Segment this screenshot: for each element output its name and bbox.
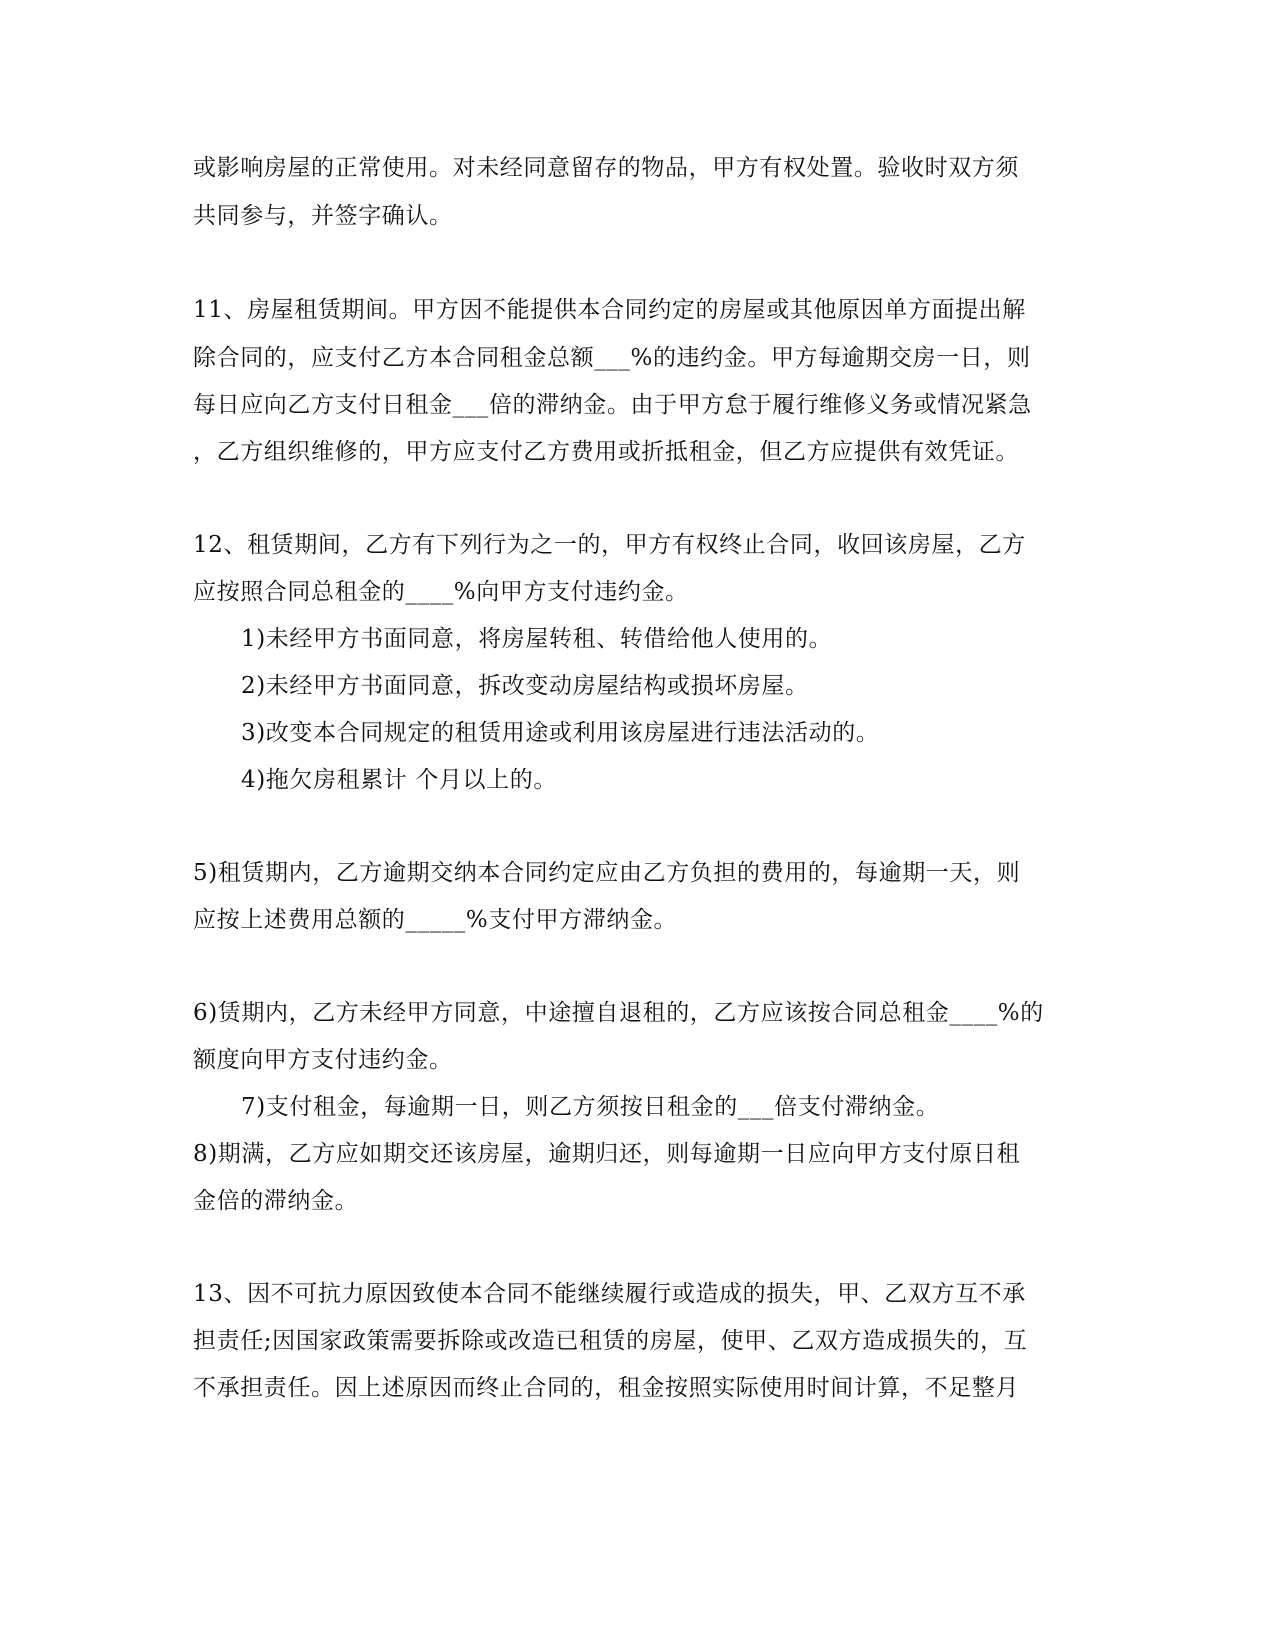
paragraph-line: 或影响房屋的正常使用。对未经同意留存的物品，甲方有权处置。验收时双方须 xyxy=(193,155,1019,181)
clause-12-item-1: 1)未经甲方书面同意，将房屋转租、转借给他人使用的。 xyxy=(241,626,833,652)
clause-12-line: 12、租赁期间，乙方有下列行为之一的，甲方有权终止合同，收回该房屋，乙方 xyxy=(193,532,1026,558)
clause-12-item-6: 额度向甲方支付违约金。 xyxy=(193,1047,453,1073)
clause-12-item-3: 3)改变本合同规定的租赁用途或利用该房屋进行违法活动的。 xyxy=(241,720,880,746)
clause-11-line: 11、房屋租赁期间。甲方因不能提供本合同约定的房屋或其他原因单方面提出解 xyxy=(193,297,1026,323)
clause-12-item-2: 2)未经甲方书面同意，拆改变动房屋结构或损坏房屋。 xyxy=(241,673,809,699)
clause-13-line: 13、因不可抗力原因致使本合同不能继续履行或造成的损失，甲、乙双方互不承 xyxy=(193,1281,1026,1307)
clause-12-line: 应按照合同总租金的____%向甲方支付违约金。 xyxy=(193,579,689,605)
clause-11-line: 每日应向乙方支付日租金___倍的滞纳金。由于甲方怠于履行维修义务或情况紧急 xyxy=(193,392,1032,418)
clause-11-line: ，乙方组织维修的，甲方应支付乙方费用或折抵租金，但乙方应提供有效凭证。 xyxy=(193,439,1019,465)
clause-13-line: 不承担责任。因上述原因而终止合同的，租金按照实际使用时间计算，不足整月 xyxy=(193,1375,1019,1401)
paragraph-line: 共同参与，并签字确认。 xyxy=(193,203,453,229)
clause-13-line: 担责任;因国家政策需要拆除或改造已租赁的房屋，使甲、乙双方造成损失的，互 xyxy=(193,1328,1028,1354)
clause-12-item-4: 4)拖欠房租累计 个月以上的。 xyxy=(241,767,557,793)
clause-12-item-8: 8)期满，乙方应如期交还该房屋，逾期归还，则每逾期一日应向甲方支付原日租 xyxy=(193,1141,1021,1167)
clause-12-item-5: 5)租赁期内，乙方逾期交纳本合同约定应由乙方负担的费用的，每逾期一天，则 xyxy=(193,860,1021,886)
clause-12-item-7: 7)支付租金，每逾期一日，则乙方须按日租金的___倍支付滞纳金。 xyxy=(241,1094,940,1120)
clause-11-line: 除合同的，应支付乙方本合同租金总额___%的违约金。甲方每逾期交房一日，则 xyxy=(193,345,1031,371)
clause-12-item-8: 金倍的滞纳金。 xyxy=(193,1188,359,1214)
clause-12-item-6: 6)赁期内，乙方未经甲方同意，中途擅自退租的，乙方应该按合同总租金____%的 xyxy=(193,1000,1044,1026)
clause-12-item-5: 应按上述费用总额的_____%支付甲方滞纳金。 xyxy=(193,907,678,933)
